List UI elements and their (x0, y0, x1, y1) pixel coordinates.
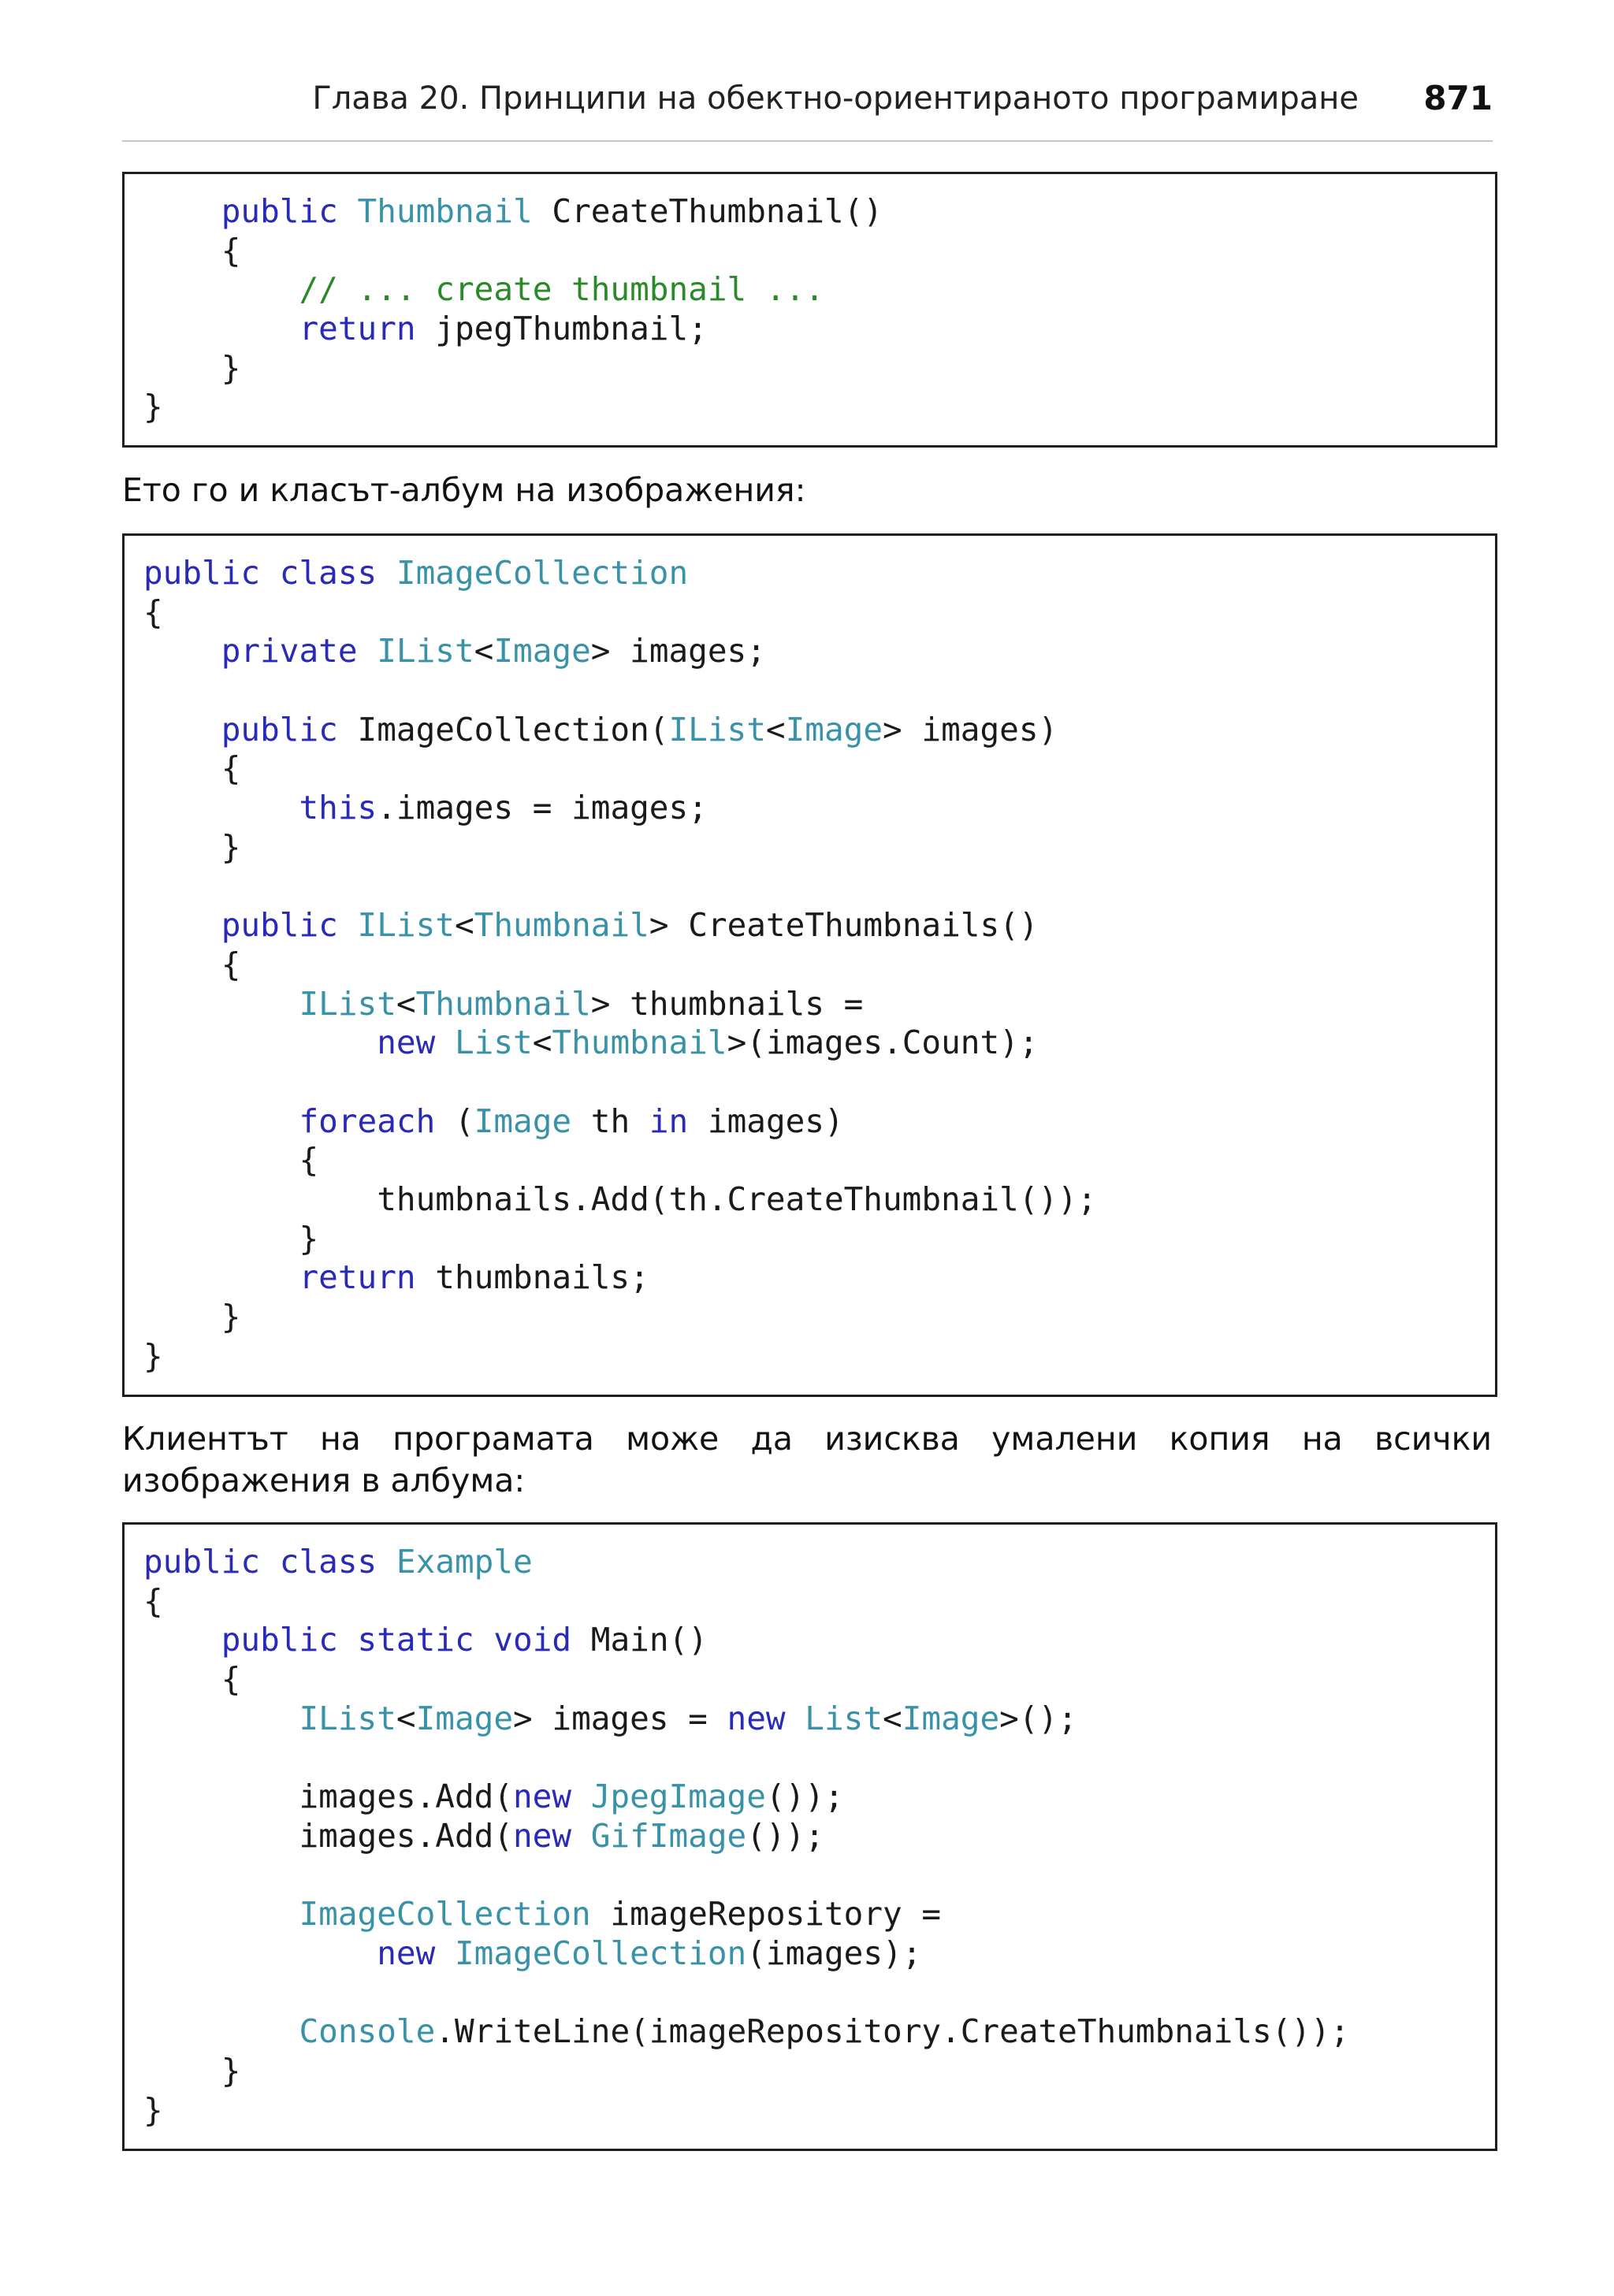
code-token (260, 554, 280, 592)
code-token: IList (299, 984, 396, 1023)
code-line (143, 2052, 1495, 2091)
code-token: ImageCollection (299, 1895, 591, 1934)
code-line (143, 749, 1495, 789)
code-token: Image (493, 632, 591, 671)
code-line (143, 1934, 1495, 1974)
code-token (143, 906, 221, 944)
code-token (143, 270, 299, 308)
code-token: ()); (765, 1778, 844, 1816)
code-token: < (883, 1699, 902, 1737)
code-token: new (513, 1778, 572, 1816)
code-line (143, 711, 1495, 750)
page-header (122, 72, 1493, 142)
code-line (143, 1817, 1495, 1856)
code-token: < (396, 984, 416, 1023)
code-token (143, 1700, 299, 1737)
code-line (143, 593, 1495, 633)
code-token (143, 310, 299, 347)
code-token: th (571, 1102, 649, 1140)
code-token: jpegThumbnail; (415, 310, 708, 348)
code-token (143, 711, 221, 749)
code-token (377, 1543, 396, 1581)
code-token (143, 192, 221, 230)
code-token: Console (299, 2012, 436, 2051)
code-token (474, 1621, 494, 1659)
code-line (143, 1220, 1495, 1259)
code-line (143, 789, 1495, 828)
code-token: IList (668, 710, 766, 749)
code-token: public (221, 1621, 338, 1659)
code-line (143, 1738, 1495, 1778)
code-line (143, 349, 1495, 388)
code-token: new (377, 1934, 436, 1972)
code-token: Image (785, 710, 883, 749)
code-token: > CreateThumbnails() (649, 906, 1039, 945)
code-token: return (299, 1258, 416, 1297)
code-token (435, 1024, 455, 1061)
code-line (143, 1543, 1495, 1582)
code-token: images.Add( (143, 1778, 513, 1816)
code-token: class (279, 554, 377, 592)
code-token: Image (902, 1699, 1000, 1737)
code-token: images) (688, 1102, 844, 1140)
code-token: } (143, 2090, 163, 2129)
code-token (377, 554, 396, 592)
code-token (786, 1700, 805, 1737)
code-token: static (357, 1621, 474, 1659)
code-token: new (513, 1816, 572, 1855)
code-token: foreach (299, 1102, 436, 1140)
code-token: } (143, 1336, 163, 1375)
code-token: void (493, 1621, 572, 1659)
code-line (143, 1856, 1495, 1896)
code-token: < (474, 632, 494, 671)
code-line (143, 1660, 1495, 1700)
page-number: 871 (1423, 79, 1493, 117)
code-token (338, 1621, 358, 1659)
code-block-example-main (122, 1522, 1497, 2151)
code-token: Main() (571, 1621, 708, 1659)
code-token: new (377, 1024, 436, 1062)
code-line (143, 1180, 1495, 1220)
code-token: { (143, 1581, 163, 1620)
code-token (143, 1024, 377, 1061)
code-token: Example (396, 1543, 533, 1581)
code-token: < (396, 1699, 416, 1737)
code-token: Image (474, 1102, 572, 1140)
code-line (143, 868, 1495, 907)
code-line (143, 1024, 1495, 1063)
code-token (338, 906, 358, 944)
code-token: { (143, 749, 241, 788)
paragraph-image-collection-intro: Ето го и класът-албум на изображения: (122, 471, 806, 509)
code-line (143, 946, 1495, 985)
code-token: Thumbnail (474, 906, 649, 945)
code-token: public (221, 710, 338, 749)
paragraph-client-line-1: Клиентът на програмата може да изисква умалени копия на всички (122, 1420, 1492, 1458)
code-line (143, 1895, 1495, 1934)
code-token: } (143, 1219, 319, 1258)
code-line (143, 270, 1495, 310)
code-line (143, 2091, 1495, 2131)
code-token: Image (415, 1699, 514, 1737)
code-token: thumbnails; (415, 1258, 649, 1297)
code-token: < (454, 906, 474, 945)
code-token: (images); (746, 1934, 922, 1972)
code-token (571, 1778, 591, 1815)
code-token: // ... create thumbnail ... (299, 270, 824, 309)
code-line (143, 232, 1495, 271)
code-token: public (221, 192, 338, 230)
code-token: new (727, 1699, 786, 1737)
code-token: { (143, 231, 241, 269)
code-token: public (221, 906, 338, 945)
code-token: ()); (746, 1816, 824, 1855)
code-token (143, 1934, 377, 1972)
code-token (338, 192, 358, 230)
code-token: } (143, 348, 241, 387)
code-token: { (143, 1660, 241, 1699)
code-token: images.Add( (143, 1816, 513, 1855)
code-token: > images) (883, 710, 1058, 749)
code-token (143, 1102, 299, 1140)
code-token: < (532, 1024, 552, 1062)
code-token (143, 2012, 299, 2050)
code-line (143, 906, 1495, 946)
code-token: } (143, 2051, 241, 2090)
code-token: .WriteLine(imageRepository.CreateThumbnails()); (435, 2012, 1350, 2051)
code-token: ImageCollection (454, 1934, 747, 1972)
code-token: > images; (590, 632, 766, 671)
code-line (143, 1621, 1495, 1660)
code-block-image-collection (122, 533, 1497, 1397)
code-line (143, 192, 1495, 232)
code-token: public (143, 1543, 261, 1581)
code-line (143, 1700, 1495, 1739)
code-line (143, 310, 1495, 349)
code-token: > images = (513, 1699, 727, 1737)
code-token: { (143, 593, 163, 631)
code-token (143, 789, 299, 827)
code-line (143, 671, 1495, 711)
code-token (143, 1621, 221, 1659)
code-token (143, 985, 299, 1023)
code-token: IList (357, 906, 455, 945)
code-token: IList (377, 632, 474, 671)
code-token: ( (435, 1102, 474, 1140)
code-token: Thumbnail (552, 1024, 727, 1062)
code-token (358, 632, 377, 670)
code-token: < (765, 710, 786, 749)
code-token: IList (299, 1699, 396, 1737)
code-token: ImageCollection( (337, 710, 669, 749)
code-block-thumbnail-method (122, 172, 1497, 448)
code-token: thumbnails.Add(th.CreateThumbnail()); (143, 1180, 1097, 1218)
code-token: >(images.Count); (727, 1024, 1039, 1062)
code-token: List (805, 1699, 883, 1737)
code-line (143, 1102, 1495, 1142)
paragraph-client-line-2: изображения в албума: (122, 1462, 526, 1499)
code-line (143, 1337, 1495, 1376)
code-token: return (299, 310, 416, 348)
code-token: GifImage (590, 1816, 747, 1855)
code-token: .images = images; (377, 789, 708, 827)
code-token: } (143, 827, 241, 866)
chapter-title: Глава 20. Принципи на обектно-ориентираното програмиране (312, 80, 1359, 117)
code-token (143, 632, 221, 670)
code-line (143, 1258, 1495, 1298)
code-token (435, 1934, 455, 1972)
code-line (143, 1974, 1495, 2013)
code-line (143, 1582, 1495, 1622)
code-token (143, 1258, 299, 1296)
code-token: in (649, 1102, 689, 1140)
code-line (143, 554, 1495, 593)
code-line (143, 632, 1495, 671)
code-token: JpegImage (590, 1778, 766, 1816)
code-token: List (454, 1024, 533, 1062)
code-token: this (299, 789, 377, 827)
code-line (143, 985, 1495, 1024)
code-token: } (143, 1298, 241, 1336)
code-token: ImageCollection (396, 554, 689, 592)
code-line (143, 1141, 1495, 1180)
code-token (260, 1543, 280, 1581)
code-token: private (221, 632, 358, 671)
code-token (143, 1895, 299, 1933)
code-line (143, 1778, 1495, 1817)
code-token: CreateThumbnail() (532, 192, 883, 230)
code-token: > thumbnails = (590, 984, 864, 1023)
code-token: Thumbnail (415, 984, 591, 1023)
code-token: Thumbnail (357, 192, 533, 230)
code-token (571, 1817, 591, 1855)
code-line (143, 388, 1495, 427)
code-line (143, 1298, 1495, 1337)
code-token: imageRepository = (590, 1895, 942, 1934)
code-token: class (279, 1543, 377, 1581)
paragraph-client-description (122, 1418, 1492, 1502)
code-line (143, 2012, 1495, 2052)
code-line (143, 828, 1495, 868)
code-token: } (143, 388, 163, 426)
code-token: { (143, 1141, 319, 1180)
code-token: { (143, 945, 241, 983)
code-token: >(); (999, 1699, 1077, 1737)
code-token: public (143, 554, 261, 592)
code-line (143, 1063, 1495, 1102)
